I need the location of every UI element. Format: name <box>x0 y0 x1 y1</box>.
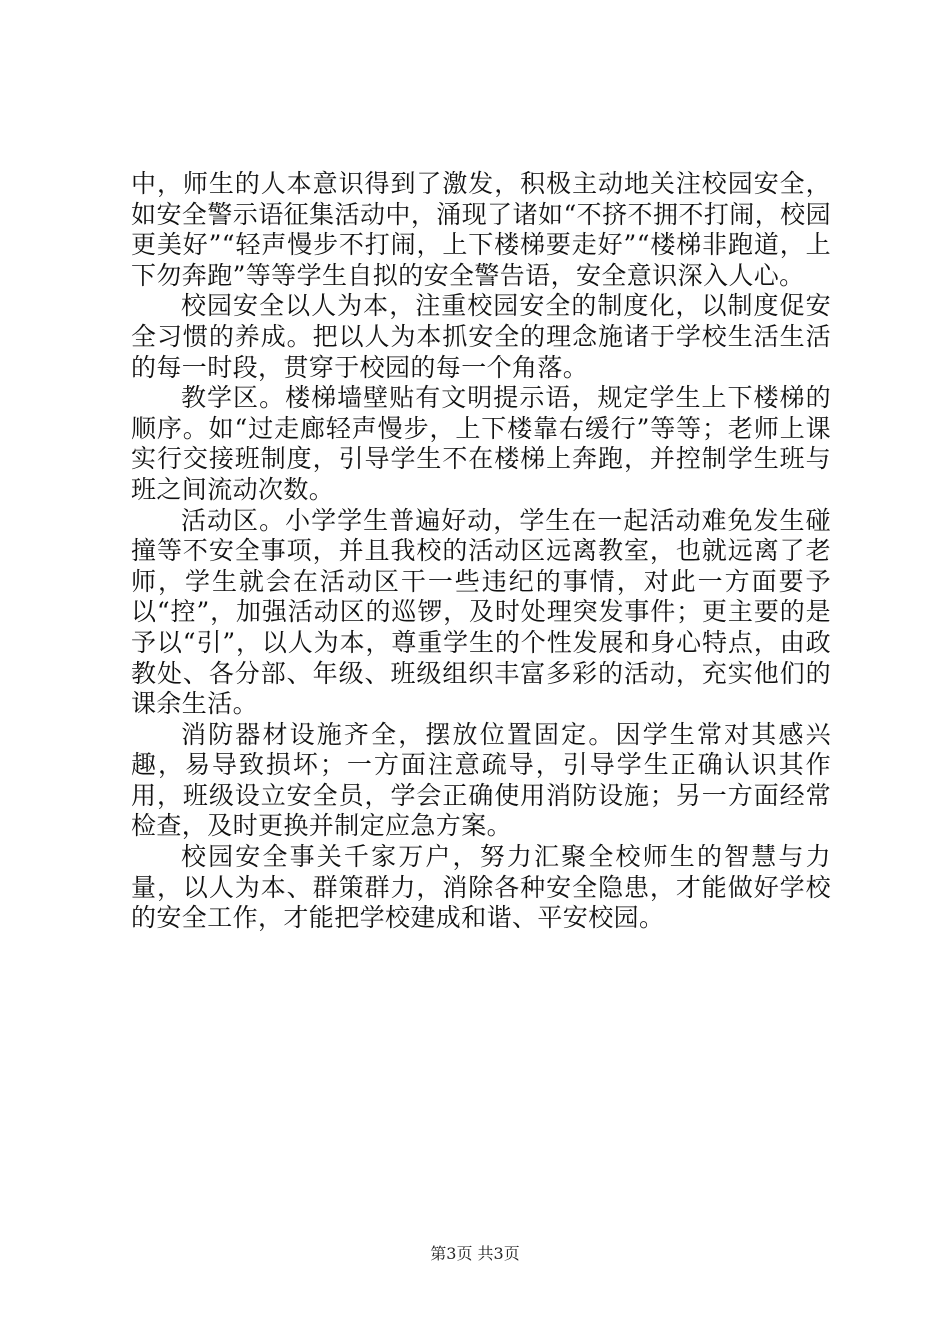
document-body <box>131 169 831 934</box>
paragraph-safety-system: 校园安全以人为本，注重校园安全的制度化，以制度促安全习惯的养成。把以人为本抓安全的理念施诸于学校生活生活的每一时段，贯穿于校园的每一个角落。 <box>131 291 831 382</box>
paragraph-fire-equipment: 消防器材设施齐全，摆放位置固定。因学生常对其感兴趣，易导致损坏；一方面注意疏导，引导学生正确认识其作用，班级设立安全员，学会正确使用消防设施；另一方面经常检查，及时更换并制定应急方案。 <box>131 719 831 841</box>
paragraph-conclusion: 校园安全事关千家万户，努力汇聚全校师生的智慧与力量，以人为本、群策群力，消除各种安全隐患，才能做好学校的安全工作，才能把学校建成和谐、平安校园。 <box>131 842 831 933</box>
paragraph-continuation: 中，师生的人本意识得到了激发，积极主动地关注校园安全，如安全警示语征集活动中，涌现了诸如“不挤不拥不打闹，校园更美好”“轻声慢步不打闹，上下楼梯要走好”“楼梯非跑道，上下勿奔跑”等等学生自拟的安全警告语，安全意识深入人心。 <box>131 169 831 290</box>
paragraph-activity-area: 活动区。小学学生普遍好动，学生在一起活动难免发生碰撞等不安全事项，并且我校的活动区远离教室，也就远离了老师，学生就会在活动区干一些违纪的事情，对此一方面要予以“控”，加强活动区的巡锣，及时处理突发事件；更主要的是予以“引”，以人为本，尊重学生的个性发展和身心特点，由政教处、各分部、年级、班级组织丰富多彩的活动，充实他们的课余生活。 <box>131 505 831 719</box>
page-number-footer: 第3页 共3页 <box>430 1244 520 1263</box>
paragraph-teaching-area: 教学区。楼梯墙壁贴有文明提示语，规定学生上下楼梯的顺序。如“过走廊轻声慢步，上下楼靠右缓行”等等；老师上课实行交接班制度，引导学生不在楼梯上奔跑，并控制学生班与班之间流动次数。 <box>131 383 831 504</box>
